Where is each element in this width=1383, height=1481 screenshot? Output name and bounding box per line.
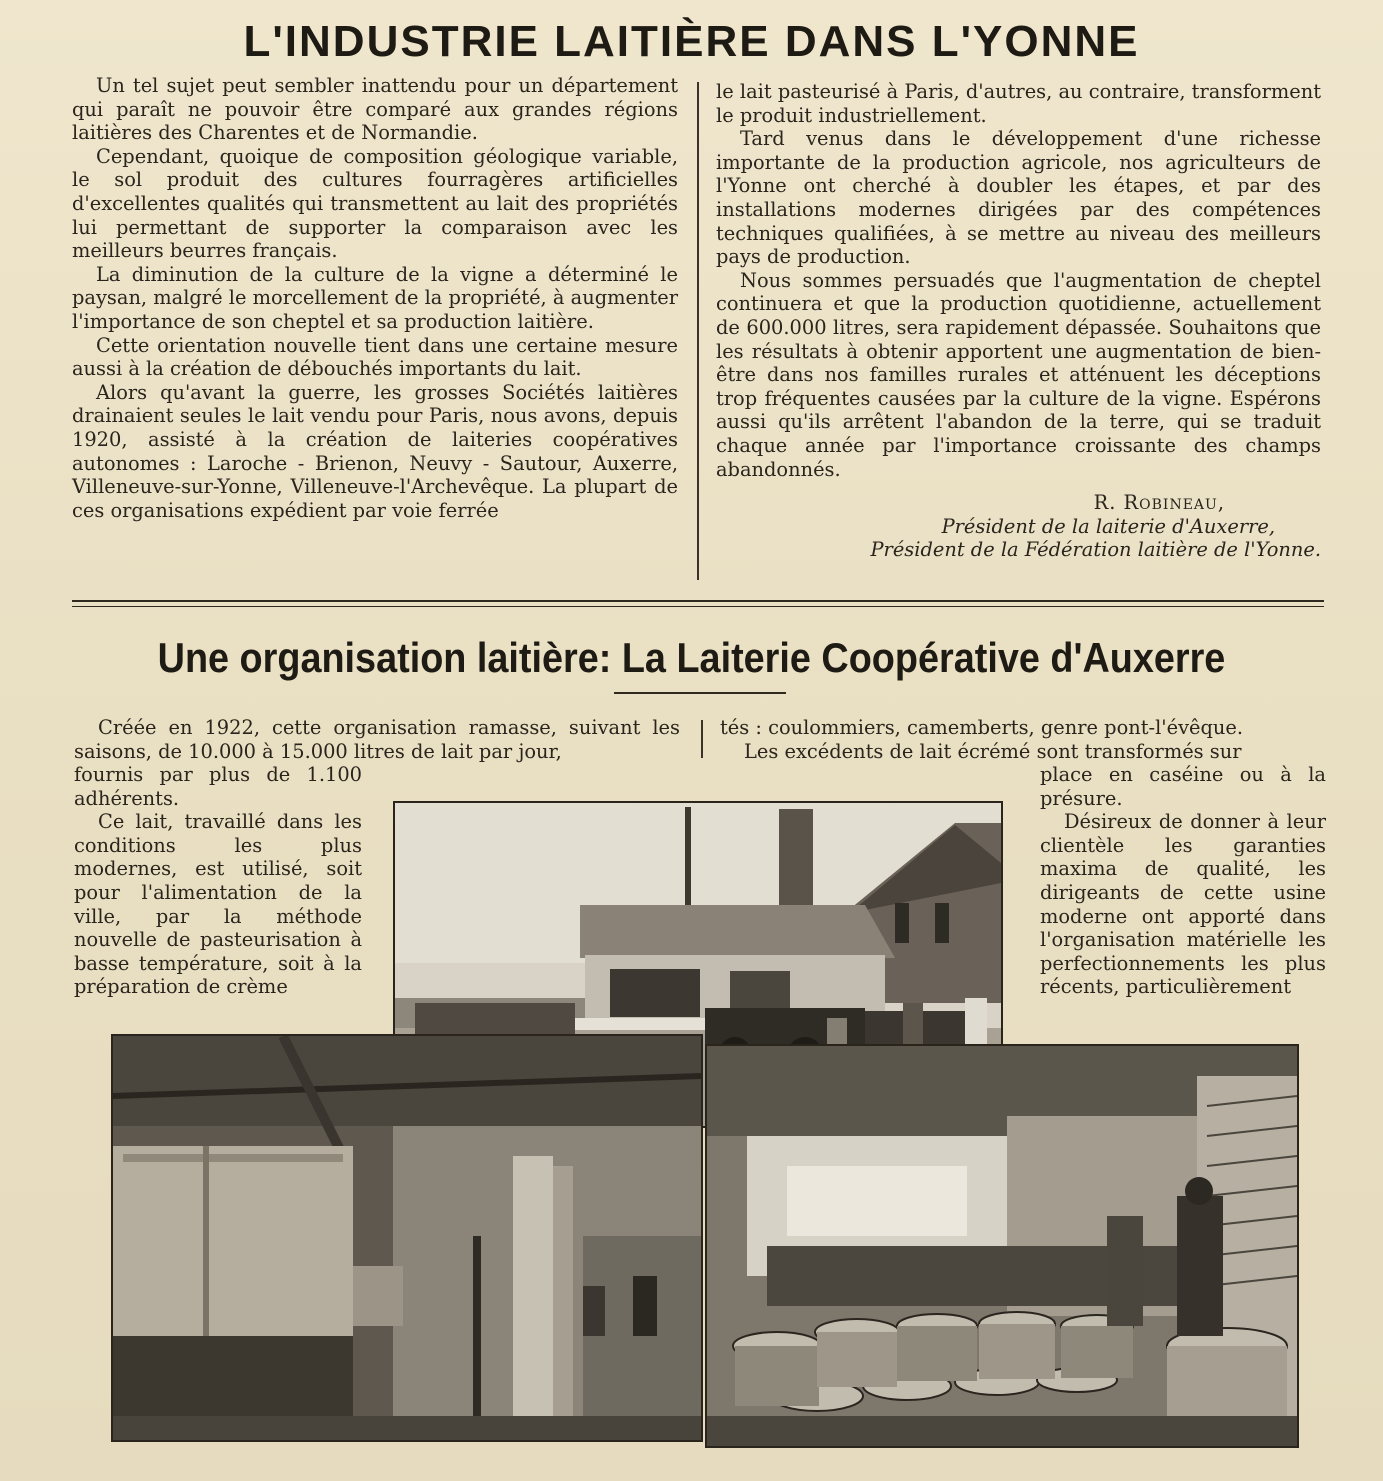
paragraph: Désireux de donner à leur clientèle les garanties maxima de qualité, les dirigeants de cette usine moderne ont apporté dans l'organisation matérielle les perfectionnements les plus récents, particulièrement <box>1040 810 1326 999</box>
paragraph: Cette orientation nouvelle tient dans une certaine mesure aussi à la création de débouchés importants du lait. <box>72 333 678 381</box>
article2-right-wide <box>720 716 1326 763</box>
article2-left-narrow <box>74 763 362 999</box>
paragraph: Tard venus dans le développement d'une richesse importante de la production agricole, nos agriculteurs de l'Yonne ont cherché à doubler les étapes, et par des installations modernes dirigées par des compétences techniques qualifiées, à se mettre au niveau des meilleurs pays de production. <box>716 127 1321 269</box>
paragraph: Alors qu'avant la guerre, les grosses Sociétés laitières drainaient seules le lait vendu pour Paris, nous avons, depuis 1920, assisté à la création de laiteries coopératives autonomes : Laroche - Brienon, Neuvy - Sautour, Auxerre, Villeneuve-sur-Yonne, Villeneuve-l'Archevêque. La plupart de ces organisations expédient par voie ferrée <box>72 380 678 522</box>
paragraph: fournis par plus de 1.100 adhérents. <box>74 763 362 810</box>
paragraph: place en caséine ou à la présure. <box>1040 763 1326 810</box>
article1-left-column <box>72 74 678 522</box>
article1-right-column <box>716 80 1321 562</box>
paragraph: Les excédents de lait écrémé sont transformés sur <box>744 739 1242 763</box>
cheese-room-image <box>707 1046 1297 1446</box>
photo-machinery-room <box>111 1034 703 1442</box>
photo-cheese-room <box>705 1044 1299 1448</box>
section-divider-bottom <box>72 606 1324 607</box>
article-title-laiterie-cooperative: Une organisation laitière: La Laiterie Coopérative d'Auxerre <box>157 634 1226 681</box>
paragraph: Nous sommes persuadés que l'augmentation de cheptel continuera et que la production quotidienne, actuellement de 600.000 litres, sera rapidement dépassée. Souhaitons que les résultats à obtenir apportent une augmentation de bien-être dans nos familles rurales et atténuent les déceptions trop fréquentes causées par la culture de la vigne. Espérons aussi qu'ils arrêtent l'abandon de la terre, qui se traduit chaque année par l'importance croissante des champs abandonnés. <box>716 268 1321 481</box>
column-divider-short <box>701 720 703 758</box>
signature-role-laiterie: Président de la laiterie d'Auxerre, <box>941 514 1275 538</box>
paragraph: Ce lait, travaillé dans les conditions les plus modernes, est utilisé, soit pour l'alimentation de la ville, par la méthode nouvelle de pasteurisation à basse température, soit à la préparation de crème <box>74 810 362 999</box>
paragraph: tés : coulommiers, camemberts, genre pont-l'évêque. <box>720 716 1244 739</box>
paragraph: Un tel sujet peut sembler inattendu pour un département qui paraît ne pouvoir être comparé aux grandes régions laitières des Charentes et de Normandie. <box>72 74 678 145</box>
article-title-industrie-laitiere: L'INDUSTRIE LAITIÈRE DANS L'YONNE <box>243 17 1140 66</box>
article2-left-wide <box>74 716 680 763</box>
signature-name: R. Robineau, <box>1093 491 1225 515</box>
signature-role-federation: Président de la Fédération laitière de l'Yonne. <box>870 538 1321 562</box>
paragraph: le lait pasteurisé à Paris, d'autres, au contraire, transforment le produit industriellement. <box>716 80 1321 127</box>
section-divider-top <box>72 600 1324 602</box>
paragraph: La diminution de la culture de la vigne a déterminé le paysan, malgré le morcellement de la propriété, à augmenter l'importance de son cheptel et sa production laitière. <box>72 262 678 333</box>
machinery-room-image <box>113 1036 701 1440</box>
paragraph: Cependant, quoique de composition géologique variable, le sol produit des cultures fourragères artificielles d'excellentes qualités qui transmettent au lait des propriétés lui permettant de supporter la comparaison avec les meilleurs beurres français. <box>72 144 678 263</box>
signature <box>716 491 1321 562</box>
column-divider <box>697 82 699 580</box>
paragraph: Créée en 1922, cette organisation ramasse, suivant les saisons, de 10.000 à 15.000 litres de lait par jour, <box>74 716 680 763</box>
article2-right-narrow <box>1040 763 1326 999</box>
title-underline <box>614 692 786 694</box>
